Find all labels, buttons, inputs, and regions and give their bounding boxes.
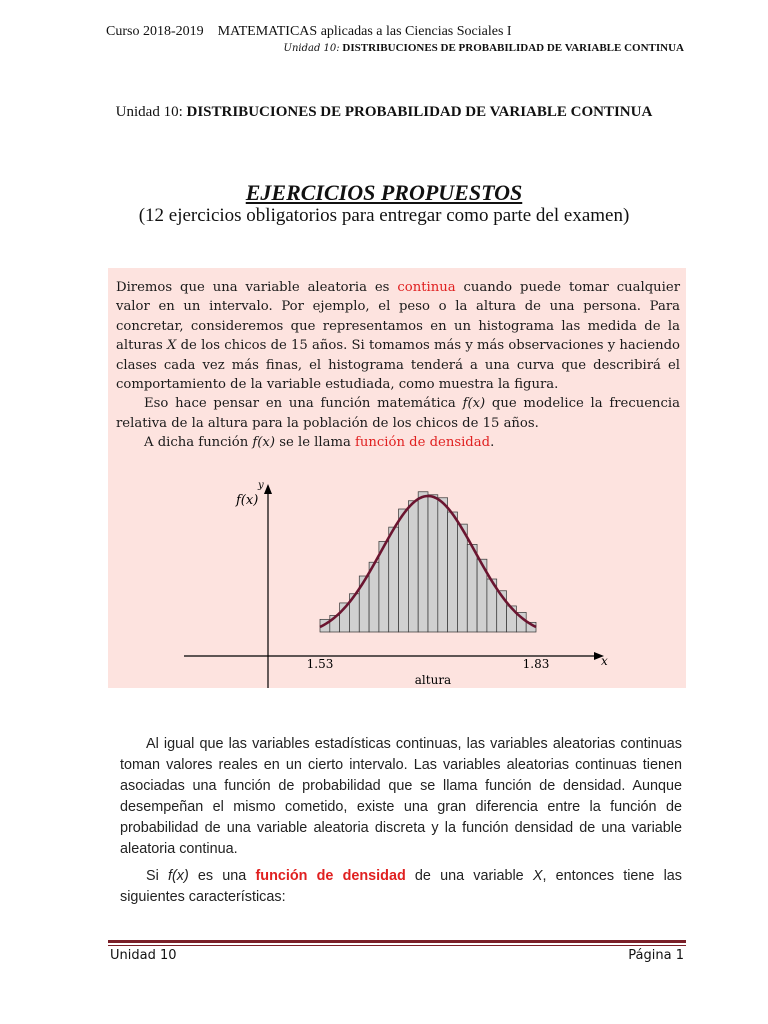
histogram-bar: [418, 492, 428, 632]
body-p2-d: , entonces tiene las siguientes características:: [120, 868, 682, 905]
y-axis-arrow: [264, 484, 272, 494]
x-axis-title: altura: [414, 673, 452, 687]
histogram-bar: [389, 527, 399, 632]
intro-p3-fx: f(x): [252, 435, 276, 451]
intro-p2-b: que modelice la frecuencia relativa de la altura para la población de los chicos de 15 años.: [116, 396, 680, 431]
footer-page-number: Página 1: [628, 948, 684, 963]
unit-title: [0, 104, 768, 121]
intro-p3-c: .: [490, 435, 495, 451]
intro-p3-b: se le llama: [275, 435, 356, 451]
body-p2-c: de una variable: [405, 868, 533, 884]
intro-p2-fx: f(x): [462, 396, 486, 412]
body-p2-red: función de densidad: [255, 868, 406, 884]
header-unit-script: Unidad 10:: [283, 43, 340, 54]
footer-rule-thin: [108, 945, 686, 946]
intro-p1-c: de los chicos de 15 años. Si tomamos más y más observaciones y haciendo clases cada vez más finas, el histograma tenderá a una curva que describirá el comportamiento de la variable estudiada, como muestra la figura.: [116, 338, 680, 393]
body-p2-a: Si: [146, 868, 168, 884]
intro-text: [116, 278, 680, 453]
y-axis-label: f(x): [236, 493, 259, 508]
intro-p3-a: A dicha función: [144, 435, 253, 451]
intro-p2-a: Eso hace pensar en una función matemática: [144, 396, 463, 412]
histogram-bars: [320, 492, 536, 632]
body-paragraph-1: Al igual que las variables estadísticas continuas, las variables aleatorias continuas toman valores reales en un cierto intervalo. Las variables aleatorias continuas tienen asociadas una función de probabilidad que se llama función de densidad. Aunque desempeñan el mismo cometido, existe una gran diferencia entre la función de probabilidad de una variable aleatoria discreta y la función densidad de una variable aleatoria continua.: [120, 736, 682, 857]
body-p2-fx: f(x): [167, 868, 189, 884]
histogram-bar: [438, 498, 448, 632]
y-axis-letter: y: [258, 480, 264, 491]
intro-paragraph-2: [116, 394, 680, 433]
x-tick-label-start: 1.53: [306, 657, 334, 671]
body-p2-b: es una: [188, 868, 256, 884]
body-text: [120, 734, 682, 908]
intro-p1-var: X: [167, 338, 177, 354]
unit-title-topic: DISTRIBUCIONES DE PROBABILIDAD DE VARIABLE CONTINUA: [186, 104, 653, 120]
exercises-subtitle: (12 ejercicios obligatorios para entregar como parte del examen): [138, 205, 630, 226]
intro-p1-red: continua: [397, 280, 456, 295]
header-course-line: [106, 24, 512, 40]
intro-paragraph-3: [116, 433, 680, 452]
histogram-bar: [457, 524, 467, 632]
histogram-bar: [399, 509, 409, 632]
exercises-title: EJERCICIOS PROPUESTOS: [245, 180, 523, 205]
intro-p1-a: Diremos que una variable aleatoria es: [116, 280, 398, 295]
header-course: Curso 2018-2019: [106, 24, 204, 39]
x-axis-letter: x: [601, 654, 608, 668]
footer-unit: Unidad 10: [110, 948, 177, 963]
unit-title-prefix: Unidad 10:: [115, 104, 183, 120]
footer-rule-thick: [108, 940, 686, 943]
header-subject: MATEMATICAS aplicadas a las Ciencias Sociales I: [217, 24, 512, 39]
header-unit-line: [284, 42, 684, 54]
body-p2-var: X: [532, 868, 543, 884]
histogram-bar: [408, 501, 418, 632]
histogram-bar: [448, 512, 458, 632]
body-paragraph-2: [120, 866, 682, 908]
density-histogram-chart: [120, 476, 620, 688]
histogram-bar: [467, 544, 477, 632]
x-tick-label-end: 1.83: [522, 657, 550, 671]
intro-p1-b: cuando puede tomar cualquier valor en un intervalo. Por ejemplo, el peso o la altura de una persona. Para concretar, consideremos que representamos en un histograma las medida de la alturas: [116, 280, 681, 354]
intro-paragraph-1: [116, 278, 680, 394]
header-unit-topic: DISTRIBUCIONES DE PROBABILIDAD DE VARIABLE CONTINUA: [342, 42, 684, 54]
histogram-bar: [428, 495, 438, 632]
intro-p3-red: función de densidad: [355, 435, 491, 451]
